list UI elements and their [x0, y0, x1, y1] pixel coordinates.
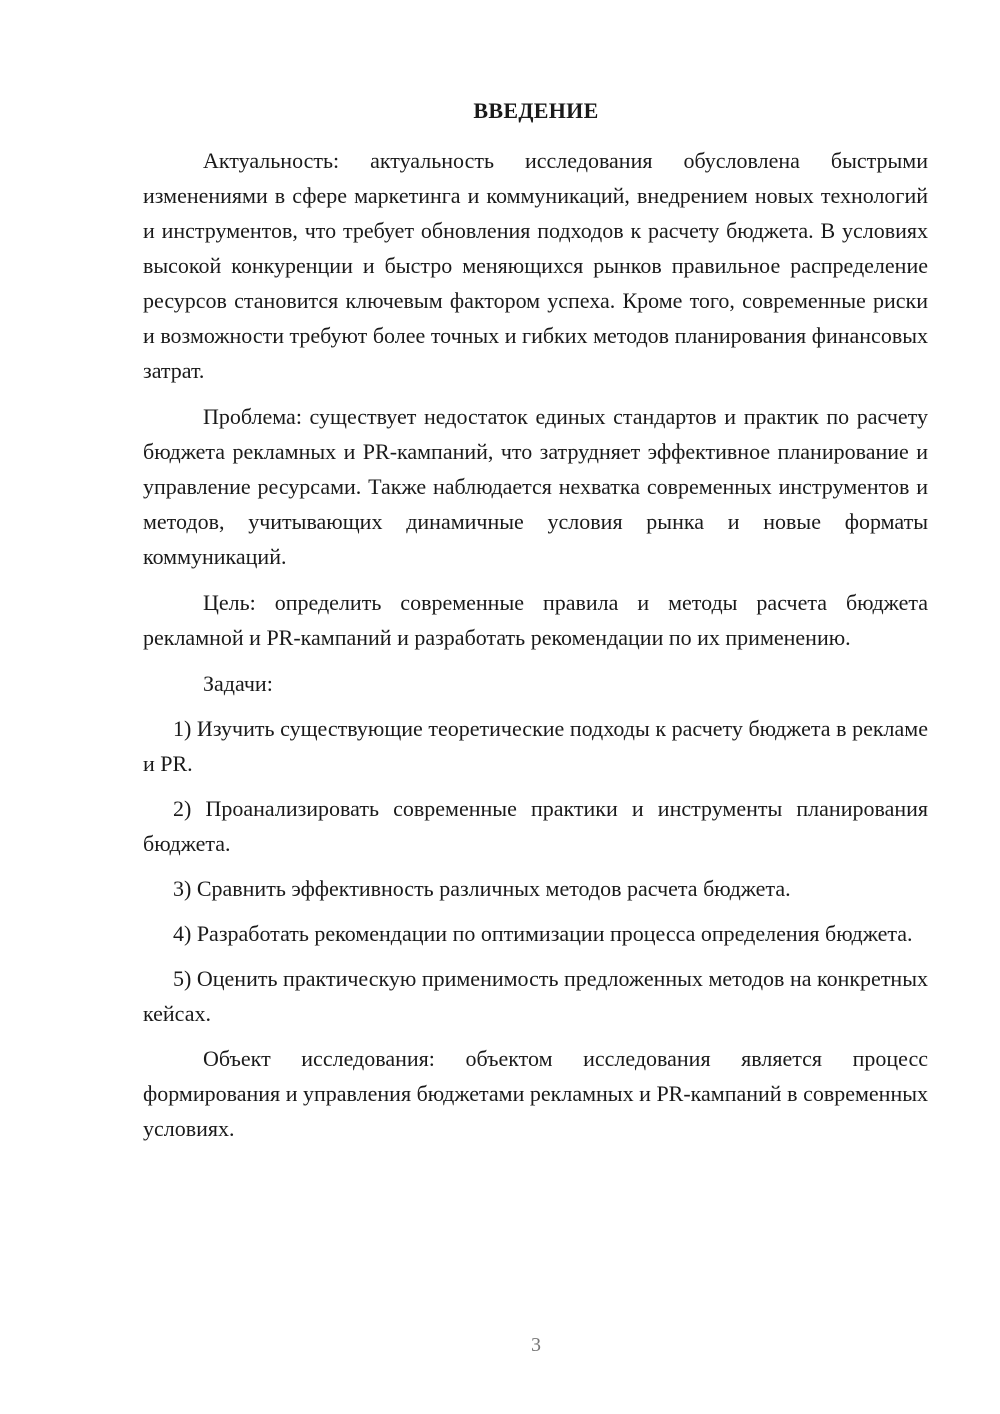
paragraph-problem: Проблема: существует недостаток единых стандартов и практик по расчету бюджета рекламных и PR-кампаний, что затрудняет эффективное планирование и управление ресурсами. Также наблюдается нехватка современных инструментов и методов, учитывающих динамичные условия рынка и новые форматы коммуникаций. [143, 404, 928, 569]
task-item-4: 4) Разработать рекомендации по оптимизации процесса определения бюджета. [173, 921, 913, 946]
task-item-5: 5) Оценить практическую применимость предложенных методов на конкретных кейсах. [143, 966, 928, 1026]
document-body [143, 143, 928, 1157]
page-title: ВВЕДЕНИЕ [473, 98, 599, 123]
task-item-3: 3) Сравнить эффективность различных методов расчета бюджета. [173, 876, 791, 901]
paragraph-goal: Цель: определить современные правила и методы расчета бюджета рекламной и PR-кампаний и разработать рекомендации по их применению. [143, 590, 928, 650]
paragraph-object: Объект исследования: объектом исследования является процесс формирования и управления бюджетами рекламных и PR-кампаний в современных условиях. [143, 1046, 928, 1141]
tasks-label: Задачи: [203, 671, 273, 696]
page-number: 3 [531, 1334, 541, 1356]
task-item-2: 2) Проанализировать современные практики и инструменты планирования бюджета. [143, 796, 928, 856]
task-item-1: 1) Изучить существующие теоретические подходы к расчету бюджета в рекламе и PR. [143, 716, 928, 776]
paragraph-relevance: Актуальность: актуальность исследования обусловлена быстрыми изменениями в сфере маркетинга и коммуникаций, внедрением новых технологий и инструментов, что требует обновления подходов к расчету бюджета. В условиях высокой конкуренции и быстро меняющихся рынков правильное распределение ресурсов становится ключевым фактором успеха. Кроме того, современные риски и возможности требуют более точных и гибких методов планирования финансовых затрат. [143, 148, 928, 383]
